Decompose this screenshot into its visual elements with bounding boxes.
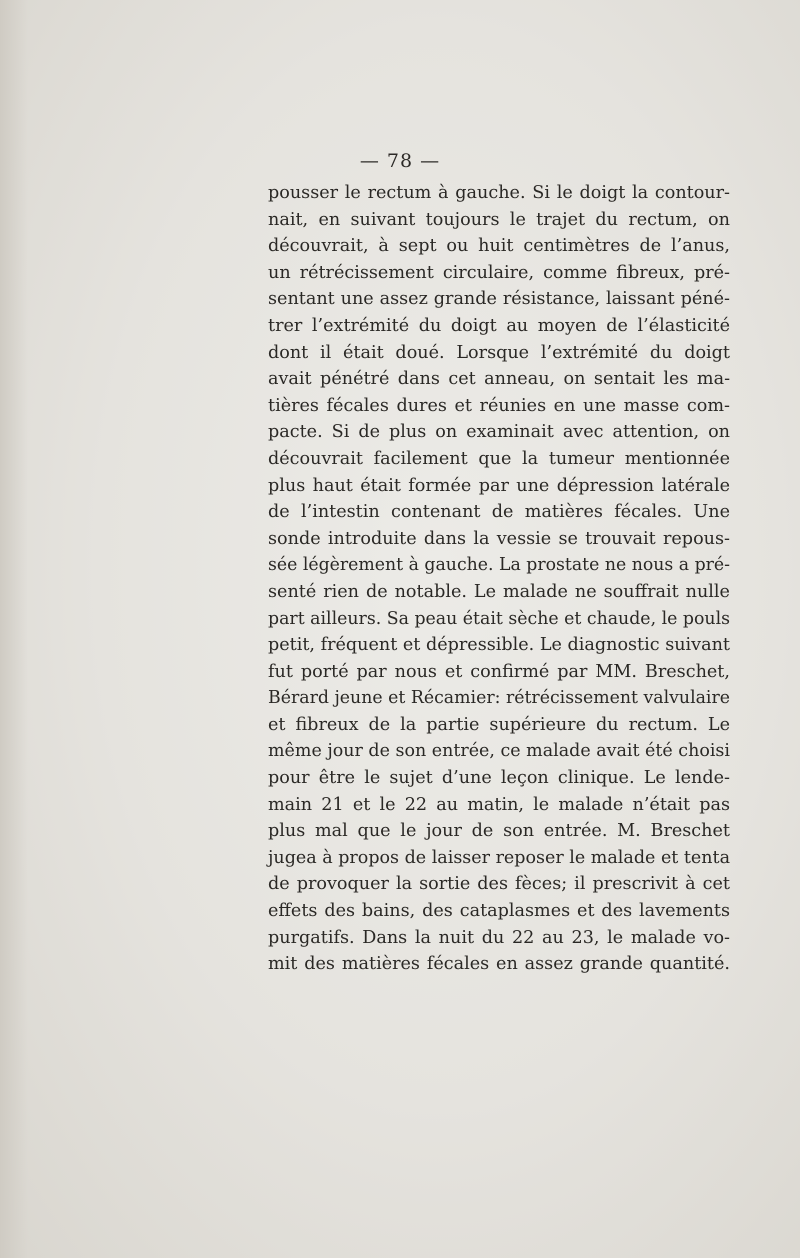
text-line: pour être le sujet d’une leçon clinique. Le lende-: [268, 768, 730, 789]
text-line: sée légèrement à gauche. La prostate ne nous a pré-: [268, 555, 731, 576]
text-line: découvrait, à sept ou huit centimètres de l’anus,: [268, 236, 730, 257]
text-line: fut porté par nous et confirmé par MM. Breschet,: [268, 661, 730, 682]
text-line: plus mal que le jour de son entrée. M. Breschet: [268, 821, 730, 842]
text-line: mit des matières fécales en assez grande quantité.: [268, 954, 730, 975]
text-line: sentant une assez grande résistance, laissant péné-: [268, 289, 730, 310]
text-line: et fibreux de la partie supérieure du rectum. Le: [268, 714, 730, 735]
text-line: sonde introduite dans la vessie se trouvait repous-: [268, 528, 730, 549]
text-line: petit, fréquent et dépressible. Le diagnostic suivant: [268, 635, 730, 656]
text-line: Bérard jeune et Récamier: rétrécissement valvulaire: [268, 688, 731, 709]
text-line: nait, en suivant toujours le trajet du rectum, on: [268, 209, 730, 230]
text-line: de l’intestin contenant de matières fécales. Une: [268, 502, 730, 523]
text-line: purgatifs. Dans la nuit du 22 au 23, le malade vo-: [268, 927, 731, 948]
text-line: un rétrécissement circulaire, comme fibreux, pré-: [268, 262, 730, 283]
body-text: [268, 180, 730, 978]
text-line: de provoquer la sortie des fèces; il prescrivit à cet: [268, 874, 731, 895]
text-line: découvrait facilement que la tumeur mentionnée: [268, 448, 730, 469]
page-number: — 78 —: [359, 150, 441, 172]
page-gutter-shadow: [0, 0, 28, 1258]
text-line: pacte. Si de plus on examinait avec attention, on: [268, 422, 731, 443]
text-line: part ailleurs. Sa peau était sèche et chaude, le pouls: [268, 608, 731, 629]
text-line: tières fécales dures et réunies en une masse com-: [268, 395, 730, 416]
text-line: plus haut était formée par une dépression latérale: [268, 475, 730, 496]
text-line: jugea à propos de laisser reposer le malade et tenta: [268, 847, 731, 868]
text-line: dont il était doué. Lorsque l’extrémité du doigt: [268, 342, 731, 363]
text-line: même jour de son entrée, ce malade avait été choisi: [268, 741, 730, 762]
text-line: effets des bains, des cataplasmes et des lavements: [268, 901, 731, 922]
text-line: trer l’extrémité du doigt au moyen de l’élasticité: [268, 315, 730, 336]
text-line: avait pénétré dans cet anneau, on sentait les ma-: [268, 369, 731, 390]
text-line: senté rien de notable. Le malade ne souffrait nulle: [268, 581, 730, 602]
text-line: main 21 et le 22 au matin, le malade n’était pas: [268, 794, 731, 815]
text-line: pousser le rectum à gauche. Si le doigt la contour-: [268, 183, 730, 203]
